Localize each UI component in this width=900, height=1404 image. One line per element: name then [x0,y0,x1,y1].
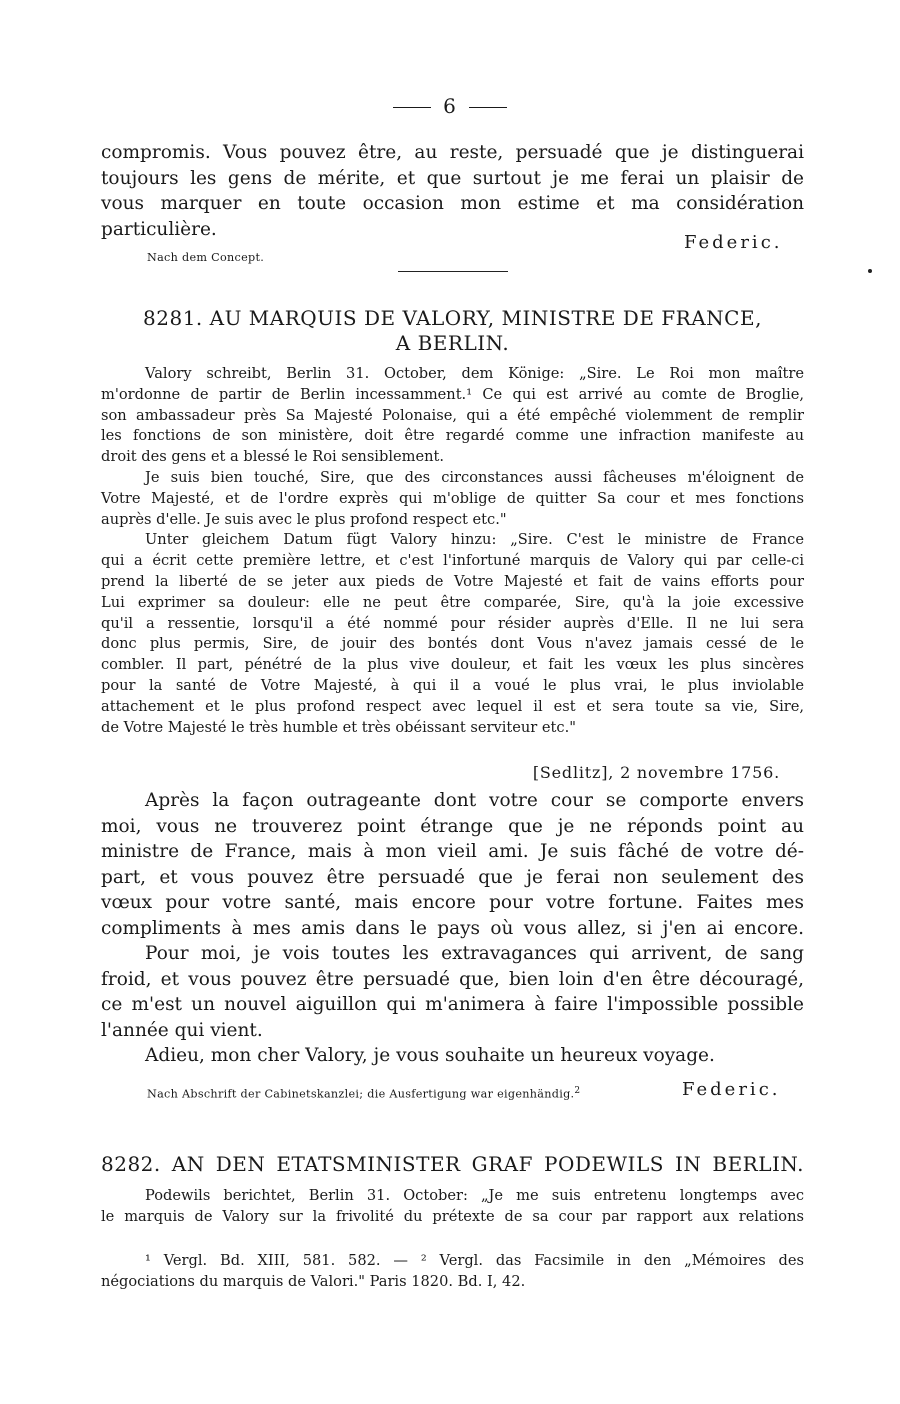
header-dash-right [469,107,507,108]
text-line: Lui exprimer sa douleur: elle ne peut être comparée, Sire, qu'à la joie excessive [101,593,804,611]
letter-heading: 8282. AN DEN ETATSMINISTER GRAF PODEWILS IN BERLIN. [101,1152,804,1176]
signature: Federic. [684,232,783,253]
source-note-text: Nach Abschrift der Cabinetskanzlei; die Ausfertigung war eigenhändig. [147,1087,575,1101]
text-line: auprès d'elle. Je suis avec le plus profond respect etc." [101,510,507,528]
text-line: Adieu, mon cher Valory, je vous souhaite un heureux voyage. [145,1045,715,1066]
letter-summary [101,1186,804,1228]
heading-line: A BERLIN. [395,331,510,355]
text-line: qui a écrit cette première lettre, et c'est l'infortuné marquis de Valory qui par celle-ci [101,552,804,570]
section-divider [398,271,508,272]
text-line: particulière. [101,218,217,240]
text-line: Unter gleichem Datum fügt Valory hinzu: „Sire. C'est le ministre de France [145,531,804,549]
text-line: compliments à mes amis dans le pays où vous allez, si j'en ai encore. [101,917,804,939]
divider-dot [868,269,872,273]
text-line: donc plus permis, Sire, de jouir des bontés dont Vous n'avez jamais cessé de le [101,635,804,653]
text-line: ce m'est un nouvel aiguillon qui m'animera à faire l'impossible possible [101,994,804,1015]
header-dash-left [393,107,431,108]
text-line: Votre Majesté, et de l'ordre exprès qui m'oblige de quitter Sa cour et mes fonctions [101,489,804,507]
text-line: part, et vous pouvez être persuadé que je ferai non seulement des [101,866,804,888]
letter-heading [101,306,804,356]
text-line: ministre de France, mais à mon vieil ami. Je suis fâché de votre dé- [101,841,804,862]
text-line: moi, vous ne trouverez point étrange que je ne réponds point au [101,815,804,837]
text-line: Valory schreibt, Berlin 31. October, dem Könige: „Sire. Le Roi mon maître [145,365,804,382]
text-line: froid, et vous pouvez être persuadé que, bien loin d'en être découragé, [101,968,804,990]
text-line: prend la liberté de se jeter aux pieds de Votre Majesté et fait de vains efforts pour [101,572,804,590]
text-line: combler. Il part, pénétré de la plus vive douleur, et fait les vœux les plus sincères [101,656,804,674]
text-line: le marquis de Valory sur la frivolité du prétexte de sa cour par rapport aux relations [101,1207,804,1225]
page-number: 6 [443,94,457,118]
text-line: m'ordonne de partir de Berlin incessamment.¹ Ce qui est arrivé au comte de Broglie, [101,385,804,403]
footnote-marker: 2 [574,1086,581,1096]
text-line: qu'il a ressentie, lorsqu'il a été nommé pour résider auprès d'Elle. Il ne lui sera [101,614,804,632]
text-line: Podewils berichtet, Berlin 31. October: „Je me suis entretenu longtemps avec [145,1187,804,1204]
text-line: l'année qui vient. [101,1019,263,1041]
text-line: vous marquer en toute occasion mon estime et ma considération [101,193,804,214]
footnotes [101,1251,804,1293]
text-line: Après la façon outrageante dont votre cour se comporte envers [145,790,804,811]
text-line: les fonctions de son ministère, doit être regardé comme une infraction manifeste au [101,427,804,445]
text-line: son ambassadeur près Sa Majesté Polonaise, qui a été empêché violemment de remplir [101,406,804,424]
text-line: vœux pour votre santé, mais encore pour votre fortune. Faites mes [101,892,804,913]
text-line: toujours les gens de mérite, et que surtout je me ferai un plaisir de [101,167,804,189]
text-line: pour la santé de Votre Majesté, à qui il a voué le plus vrai, le plus inviolable [101,676,804,694]
running-header [0,94,900,118]
footnote-line: ¹ Vergl. Bd. XIII, 581. 582. — ² Vergl. das Facsimile in den „Mémoires des [145,1252,804,1269]
previous-letter-closing [101,140,804,242]
source-note: Nach dem Concept. [147,251,265,264]
signature: Federic. [682,1079,781,1100]
heading-line: 8281. AU MARQUIS DE VALORY, MINISTRE DE FRANCE, [143,306,762,330]
dateline: [Sedlitz], 2 novembre 1756. [532,763,780,782]
text-line: attachement et le plus profond respect avec lequel il est et sera toute sa vie, Sire, [101,697,804,715]
text-line: droit des gens et a blessé le Roi sensiblement. [101,448,444,466]
text-line: de Votre Majesté le très humble et très obéissant serviteur etc." [101,718,576,736]
letter-summary [101,364,804,738]
source-note [147,1086,580,1101]
text-line: compromis. Vous pouvez être, au reste, persuadé que je distinguerai [101,142,804,163]
text-line: Pour moi, je vois toutes les extravagances qui arrivent, de sang [145,943,804,964]
footnote-line: négociations du marquis de Valori." Paris 1820. Bd. I, 42. [101,1272,526,1290]
text-line: Je suis bien touché, Sire, que des circonstances aussi fâcheuses m'éloignent de [145,468,804,486]
letter-body [101,788,804,1069]
